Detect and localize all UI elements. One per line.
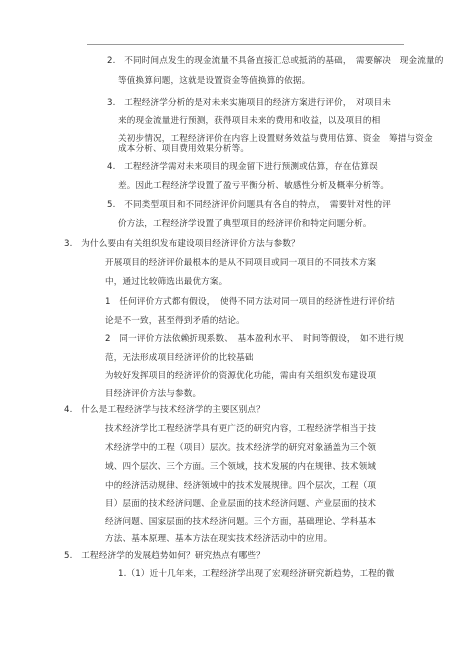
header-rule <box>87 44 404 45</box>
text-line: 3. 工程经济学分析的是对未来实施项目的经济方案进行评价， 对项目未 <box>107 98 392 108</box>
text-line: 4. 工程经济学需对未来项目的现金留下进行预测或估算，存在估算误 <box>107 162 378 172</box>
text-line: 差。因此工程经济学设置了盈亏平衡分析、敏感性分析及概率分析等。 <box>118 181 390 191</box>
text-line: 论是不一致，甚至得到矛盾的结论。 <box>105 316 245 326</box>
text-line: 范，无法形成项目经济评价的比较基础 <box>105 353 254 363</box>
text-line: 成本分析、项目费用效果分析等。 <box>118 144 250 154</box>
text-line: 技术经济学比工程经济学具有更广泛的研究内容，工程经济学相当于技 <box>105 424 377 434</box>
text-line: 开展项目的经济评价最根本的是从不同项目或同一项目的不同技术方案 <box>105 258 377 268</box>
question-heading: 3. 为什么要由有关组织发布建设项目经济评价方法与参数？ <box>64 239 300 249</box>
text-line: 域、四个层次、三个方面。三个领域，技术发展的内在规律、技术领域 <box>105 462 377 472</box>
text-line: 关初步情况，工程经济评价在内容上设置财务效益与费用估算、资金 筹措与资金 <box>118 134 433 144</box>
text-line: 为较好发挥项目的经济评价的资源优化功能，需由有关组织发布建设项 <box>105 371 377 381</box>
text-line: 1 任何评价方式都有假设， 使得不同方法对同一项目的经济性进行评价结 <box>105 297 395 307</box>
text-line: 5. 不同类型项目和不同经济评价问题具有各自的特点， 需要针对性的评 <box>107 200 392 210</box>
text-line: 目经济评价方法与参数。 <box>105 389 202 399</box>
text-line: 2 同一评价方法依赖折现系数、 基本盈利水平、 时间等假设， 如不进行规 <box>105 334 404 344</box>
text-line: 中的经济活动规律、经济领域中的技术发展规律。四个层次，工程（项 <box>105 481 377 491</box>
text-line: 经济问题、国家层面的技术经济问题。三个方面，基础理论、学科基本 <box>105 517 377 527</box>
question-heading: 5. 工程经济学的发展趋势如何？研究热点有哪些？ <box>64 551 265 561</box>
text-line: 方法、基本原理、基本方法在现实技术经济活动中的应用。 <box>105 534 333 544</box>
text-line: 中，通过比较筛选出最优方案。 <box>105 277 228 287</box>
text-line: 价方法，工程经济学设置了典型项目的经济评价和特定问题分析。 <box>118 219 372 229</box>
text-line: 2. 不同时间点发生的现金流量不具备直接汇总或抵消的基础， 需要解决 现金流量的 <box>107 56 444 66</box>
text-line: 等值换算问题，这就是设置资金等值换算的依据。 <box>118 76 311 86</box>
text-line: 术经济学中的工程（项目）层次。技术经济学的研究对象涵盖为三个领 <box>105 443 377 453</box>
text-line: 目）层面的技术经济问题、企业层面的技术经济问题、产业层面的技术 <box>105 499 377 509</box>
text-line: 1.（1）近十几年来，工程经济学出现了宏观经济研究新趋势，工程的微 <box>118 569 395 579</box>
question-heading: 4. 什么是工程经济学与技术经济学的主要区别点？ <box>64 405 265 415</box>
text-line: 来的现金流量进行预测，获得项目未来的费用和收益，以及项目的相 <box>118 116 381 126</box>
